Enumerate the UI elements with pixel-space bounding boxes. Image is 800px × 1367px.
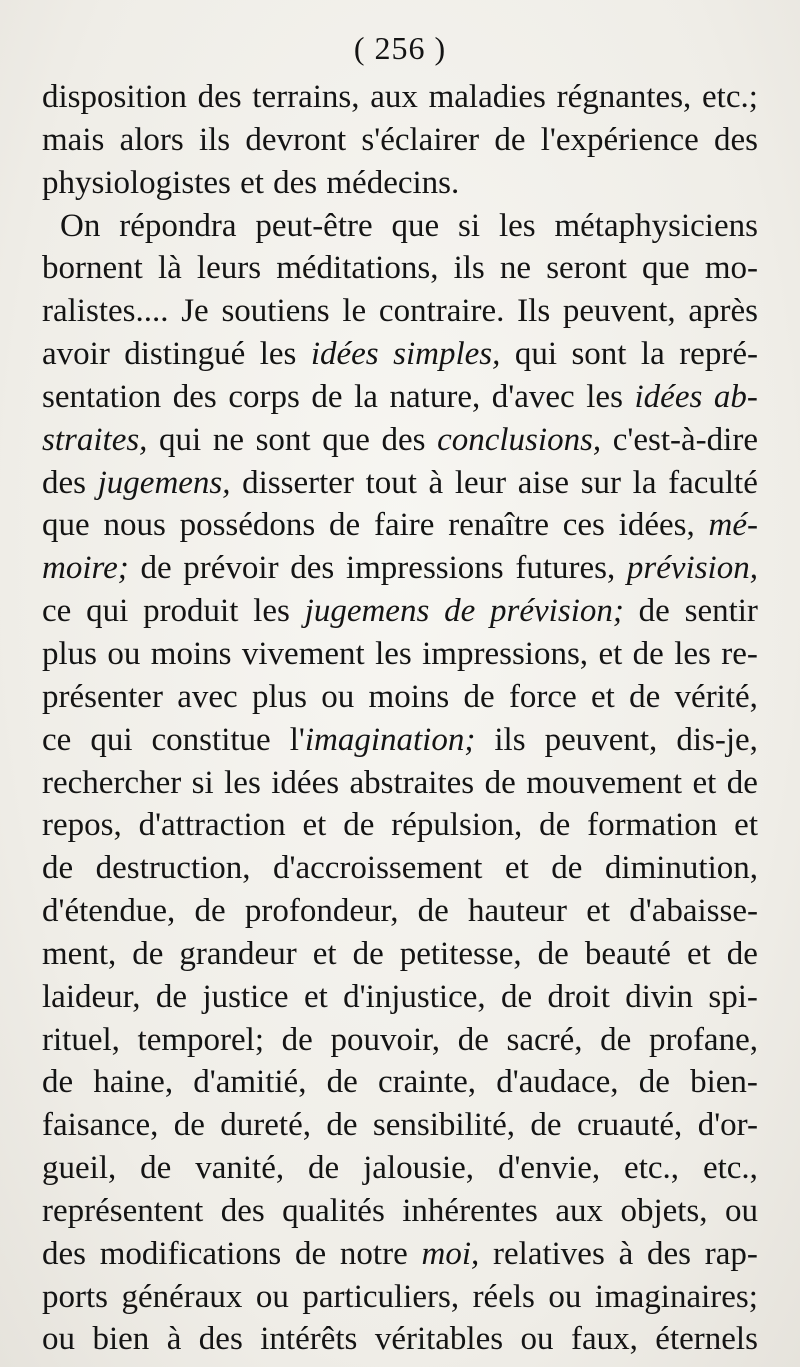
word: d'or- xyxy=(697,1107,758,1144)
word: les xyxy=(375,635,412,672)
word: méditations, xyxy=(276,250,439,287)
word: leurs xyxy=(196,250,262,287)
word: les xyxy=(674,635,711,672)
word: produit xyxy=(143,593,239,630)
word: des xyxy=(198,1321,243,1358)
word: des xyxy=(290,550,335,587)
word: régnantes, xyxy=(556,79,692,115)
word: impressions, xyxy=(422,635,589,672)
word: prévoir xyxy=(183,550,279,587)
word: des xyxy=(273,164,318,201)
word: plus xyxy=(251,678,307,715)
word: dureté, xyxy=(220,1107,311,1144)
word: de xyxy=(484,764,516,801)
word: les xyxy=(586,378,623,415)
word: renaître xyxy=(448,507,549,544)
word: de xyxy=(494,121,526,158)
word: gueil, xyxy=(42,1150,117,1187)
word: d'accroissement xyxy=(273,850,483,887)
word: jalousie, xyxy=(363,1150,475,1187)
word: de xyxy=(132,935,164,972)
word: d'attraction xyxy=(138,807,286,844)
word: de xyxy=(194,893,226,930)
word: intérêts xyxy=(260,1321,358,1358)
word: d'injustice, xyxy=(343,978,486,1015)
text-line xyxy=(42,633,758,676)
word: rap- xyxy=(704,1235,758,1272)
word: de xyxy=(501,978,533,1015)
word: futures, xyxy=(515,550,616,587)
word: et xyxy=(302,807,327,844)
word: de xyxy=(155,978,188,1015)
word: mo- xyxy=(704,250,758,287)
word: straites, xyxy=(42,421,148,458)
word: nous xyxy=(103,507,166,544)
word: qui xyxy=(159,421,202,458)
word: mé- xyxy=(708,507,758,544)
word: idées xyxy=(310,336,379,373)
word: de xyxy=(173,1107,205,1144)
word: ce xyxy=(42,593,72,630)
word: avoir xyxy=(42,336,110,373)
word: de xyxy=(726,764,758,801)
word: devront xyxy=(245,121,347,158)
word: de xyxy=(444,593,476,630)
word: soutiens xyxy=(221,293,330,330)
word: disposition xyxy=(42,79,187,115)
word: bornent xyxy=(42,250,143,287)
word: de xyxy=(417,893,449,930)
word: crainte, xyxy=(378,1064,477,1101)
word: diminution, xyxy=(604,850,758,887)
word: des xyxy=(197,79,242,115)
word: et xyxy=(303,978,328,1015)
word: et xyxy=(591,678,615,715)
word: vanité, xyxy=(195,1150,285,1187)
word: avec xyxy=(177,678,238,715)
word: ou xyxy=(42,1321,75,1358)
word: destruction, xyxy=(95,850,251,887)
word: qualités xyxy=(282,1192,385,1229)
word: à xyxy=(428,464,444,501)
word: moins xyxy=(368,678,450,715)
word: impressions xyxy=(345,550,504,587)
word: idées, xyxy=(618,507,695,544)
word: imaginaires; xyxy=(594,1278,758,1315)
word: de xyxy=(600,1021,632,1058)
word: après xyxy=(688,293,758,330)
text-line xyxy=(42,376,758,419)
text-line xyxy=(42,1104,758,1147)
word: et xyxy=(240,164,264,201)
word: simples, xyxy=(393,336,501,373)
word: rechercher xyxy=(42,764,182,801)
word: sentation xyxy=(42,378,162,415)
word: relatives xyxy=(493,1235,605,1272)
word: constitue xyxy=(151,721,271,758)
word: s'éclairer xyxy=(361,121,480,158)
word: c'est-à-dire xyxy=(612,421,758,458)
text-line xyxy=(42,1147,758,1190)
word: que xyxy=(391,207,440,244)
word: profane, xyxy=(648,1021,758,1058)
word: d'audace, xyxy=(496,1064,619,1101)
word: distingué xyxy=(124,336,246,373)
text-line xyxy=(42,933,758,976)
word: ils xyxy=(453,250,485,287)
word: de xyxy=(457,1021,489,1058)
text-line xyxy=(42,890,758,933)
text-line xyxy=(42,804,758,847)
word: idées xyxy=(634,378,703,415)
word: de xyxy=(638,593,670,630)
word: ce xyxy=(42,721,72,758)
word: qui xyxy=(90,721,133,758)
word: de xyxy=(632,635,664,672)
text-line xyxy=(42,1318,758,1361)
word: jugemens, xyxy=(97,464,231,501)
word: de xyxy=(42,1064,74,1101)
word: faire xyxy=(373,507,435,544)
word: des xyxy=(646,1235,691,1272)
word: les xyxy=(259,336,297,373)
word: possédons xyxy=(179,507,316,544)
text-line xyxy=(42,1061,758,1104)
text-line xyxy=(42,119,758,162)
word: des xyxy=(381,421,426,458)
word: temporel; xyxy=(137,1021,265,1058)
word: laideur, xyxy=(42,978,141,1015)
word: réels xyxy=(472,1278,535,1315)
word: de xyxy=(326,1064,358,1101)
word: sur xyxy=(580,464,622,501)
word: métaphysiciens xyxy=(554,207,758,244)
text-line xyxy=(42,205,758,248)
word: prévision; xyxy=(490,593,624,630)
word: si xyxy=(191,764,214,801)
word: Ils xyxy=(517,293,551,330)
page-number: ( 256 ) xyxy=(353,30,447,66)
word: de xyxy=(530,1107,562,1144)
word: de xyxy=(551,850,583,887)
word: la xyxy=(640,336,665,373)
word: de xyxy=(311,378,343,415)
word: prévision, xyxy=(626,550,758,587)
word: faux, xyxy=(570,1321,638,1358)
word: moire; xyxy=(42,550,129,587)
word: peuvent, xyxy=(544,721,658,758)
word: les xyxy=(253,593,290,630)
word: peut-être xyxy=(255,207,373,244)
word: d'avec xyxy=(491,378,575,415)
word: ou xyxy=(107,635,141,672)
text-line xyxy=(42,547,758,590)
word: maladies xyxy=(428,79,546,115)
word: et xyxy=(312,935,337,972)
word: aux xyxy=(370,79,418,115)
word: de xyxy=(638,1064,670,1101)
text-line xyxy=(42,1190,758,1233)
word: et xyxy=(692,764,717,801)
word: bien- xyxy=(690,1064,758,1101)
word: pouvoir, xyxy=(330,1021,441,1058)
word: faisance, xyxy=(42,1107,159,1144)
word: répondra xyxy=(119,207,237,244)
word: alors xyxy=(119,121,184,158)
word: de xyxy=(463,678,495,715)
word: les xyxy=(224,764,261,801)
word: plus xyxy=(42,635,98,672)
word: le xyxy=(342,293,367,330)
word: aux xyxy=(555,1192,603,1229)
word: repré- xyxy=(679,336,758,373)
word: ou xyxy=(548,1278,582,1315)
text-line xyxy=(42,290,758,333)
word: tout xyxy=(365,464,417,501)
text-line xyxy=(42,1276,758,1319)
word: hauteur xyxy=(468,893,567,930)
text-line xyxy=(42,1233,758,1276)
word: spi- xyxy=(708,978,758,1015)
word: cruauté, xyxy=(576,1107,683,1144)
text-line xyxy=(42,762,758,805)
text-line xyxy=(42,847,758,890)
word: etc., xyxy=(702,1150,758,1187)
word: particuliers, xyxy=(302,1278,460,1315)
word: que xyxy=(322,421,370,458)
word: abstraites xyxy=(349,764,475,801)
word: ou xyxy=(321,678,355,715)
word: conclusions, xyxy=(437,421,602,458)
word: si xyxy=(458,207,481,244)
word: les xyxy=(498,207,536,244)
word: moi, xyxy=(421,1235,480,1272)
word: disserter xyxy=(242,464,354,501)
word: de xyxy=(343,807,375,844)
word: terrains, xyxy=(252,79,360,115)
word: justice xyxy=(202,978,289,1015)
word: peuvent, xyxy=(562,293,676,330)
word: représentent xyxy=(42,1192,204,1229)
word: qui xyxy=(86,593,129,630)
text-line xyxy=(42,247,758,290)
word: de xyxy=(629,678,661,715)
text-line xyxy=(42,976,758,1019)
word: haine, xyxy=(93,1064,174,1101)
word: faculté xyxy=(668,464,758,501)
word: droit xyxy=(547,978,610,1015)
word: etc., xyxy=(624,1150,680,1187)
word: ou xyxy=(255,1278,289,1315)
word: ab- xyxy=(713,378,758,415)
word: ports xyxy=(42,1278,108,1315)
text-line xyxy=(42,462,758,505)
word: grandeur xyxy=(179,935,297,972)
word: que xyxy=(642,250,690,287)
text-line xyxy=(42,590,758,633)
word: de xyxy=(326,1107,358,1144)
word: inhérentes xyxy=(402,1192,538,1229)
word: à xyxy=(166,1321,182,1358)
word: modifications xyxy=(99,1235,282,1272)
word: des xyxy=(172,378,217,415)
word: ils xyxy=(494,721,526,758)
word: d'étendue, xyxy=(42,893,176,930)
word: véritables xyxy=(374,1321,504,1358)
word: divin xyxy=(625,978,694,1015)
word: et xyxy=(734,807,758,844)
word: généraux xyxy=(121,1278,243,1315)
word: et xyxy=(598,635,623,672)
word: d'abaisse- xyxy=(629,893,758,930)
word: de xyxy=(726,935,758,972)
word: des xyxy=(42,464,86,501)
word: corps xyxy=(228,378,300,415)
word: ces xyxy=(562,507,605,544)
body-text xyxy=(42,76,758,1361)
word: répulsion, xyxy=(391,807,523,844)
word: sacré, xyxy=(506,1021,583,1058)
text-line xyxy=(42,719,758,762)
word: On xyxy=(60,207,101,244)
word: de xyxy=(308,1150,340,1187)
text-line xyxy=(42,504,758,547)
word: leur xyxy=(454,464,507,501)
word: éternels xyxy=(655,1321,758,1358)
word: présenter xyxy=(42,678,163,715)
word: jugemens xyxy=(304,593,430,630)
word: mais xyxy=(42,121,105,158)
word: ou xyxy=(724,1192,758,1229)
word: formation xyxy=(587,807,718,844)
word: sentir xyxy=(684,593,758,630)
word: des xyxy=(42,1235,86,1272)
word: qui xyxy=(514,336,557,373)
word: seront xyxy=(546,250,627,287)
word: d'envie, xyxy=(497,1150,601,1187)
word: notre xyxy=(339,1235,408,1272)
word: mouvement xyxy=(526,764,683,801)
word: ralistes.... xyxy=(42,293,169,330)
word: contraire. xyxy=(378,293,505,330)
word: de xyxy=(42,850,74,887)
word: ment, xyxy=(42,935,117,972)
word: de xyxy=(329,507,361,544)
word: idées xyxy=(271,764,340,801)
text-line xyxy=(42,1019,758,1062)
word: bien xyxy=(92,1321,150,1358)
word: Je xyxy=(181,293,209,330)
text-line xyxy=(42,162,758,205)
word: la xyxy=(354,378,378,415)
word: nature, xyxy=(389,378,481,415)
word: et xyxy=(504,850,529,887)
word: ne xyxy=(212,421,244,458)
word: de xyxy=(539,807,571,844)
word: que xyxy=(42,507,90,544)
word: vivement xyxy=(241,635,365,672)
word: objets, xyxy=(620,1192,708,1229)
word: ou xyxy=(520,1321,554,1358)
word: vérité, xyxy=(674,678,758,715)
word: physiologistes xyxy=(42,164,231,201)
word: ils xyxy=(198,121,231,158)
word: l'imagination; xyxy=(289,721,476,758)
text-line xyxy=(42,76,758,119)
word: repos, xyxy=(42,807,122,844)
word: de xyxy=(281,1021,313,1058)
word: beauté xyxy=(584,935,671,972)
word: des xyxy=(714,121,758,158)
word: médecins. xyxy=(326,164,460,201)
word: et xyxy=(686,935,711,972)
word: de xyxy=(352,935,384,972)
word: là xyxy=(157,250,182,287)
word: ne xyxy=(499,250,532,287)
text-line xyxy=(42,676,758,719)
word: petitesse, xyxy=(399,935,522,972)
word: aise xyxy=(517,464,570,501)
word: l'expérience xyxy=(540,121,699,158)
text-line xyxy=(42,419,758,462)
word: sensibilité, xyxy=(372,1107,515,1144)
word: d'amitié, xyxy=(193,1064,307,1101)
word: des xyxy=(220,1192,265,1229)
word: de xyxy=(140,550,172,587)
word: profondeur, xyxy=(244,893,399,930)
text-line xyxy=(42,333,758,376)
word: force xyxy=(508,678,577,715)
word: à xyxy=(618,1235,634,1272)
word: sont xyxy=(571,336,627,373)
word: re- xyxy=(721,635,758,672)
word: dis-je, xyxy=(676,721,758,758)
word: moins xyxy=(150,635,232,672)
word: etc.; xyxy=(702,79,758,115)
word: de xyxy=(295,1235,327,1272)
word: et xyxy=(586,893,611,930)
word: la xyxy=(632,464,657,501)
word: de xyxy=(140,1150,172,1187)
word: rituel, xyxy=(42,1021,120,1058)
word: sont xyxy=(255,421,311,458)
word: de xyxy=(537,935,569,972)
